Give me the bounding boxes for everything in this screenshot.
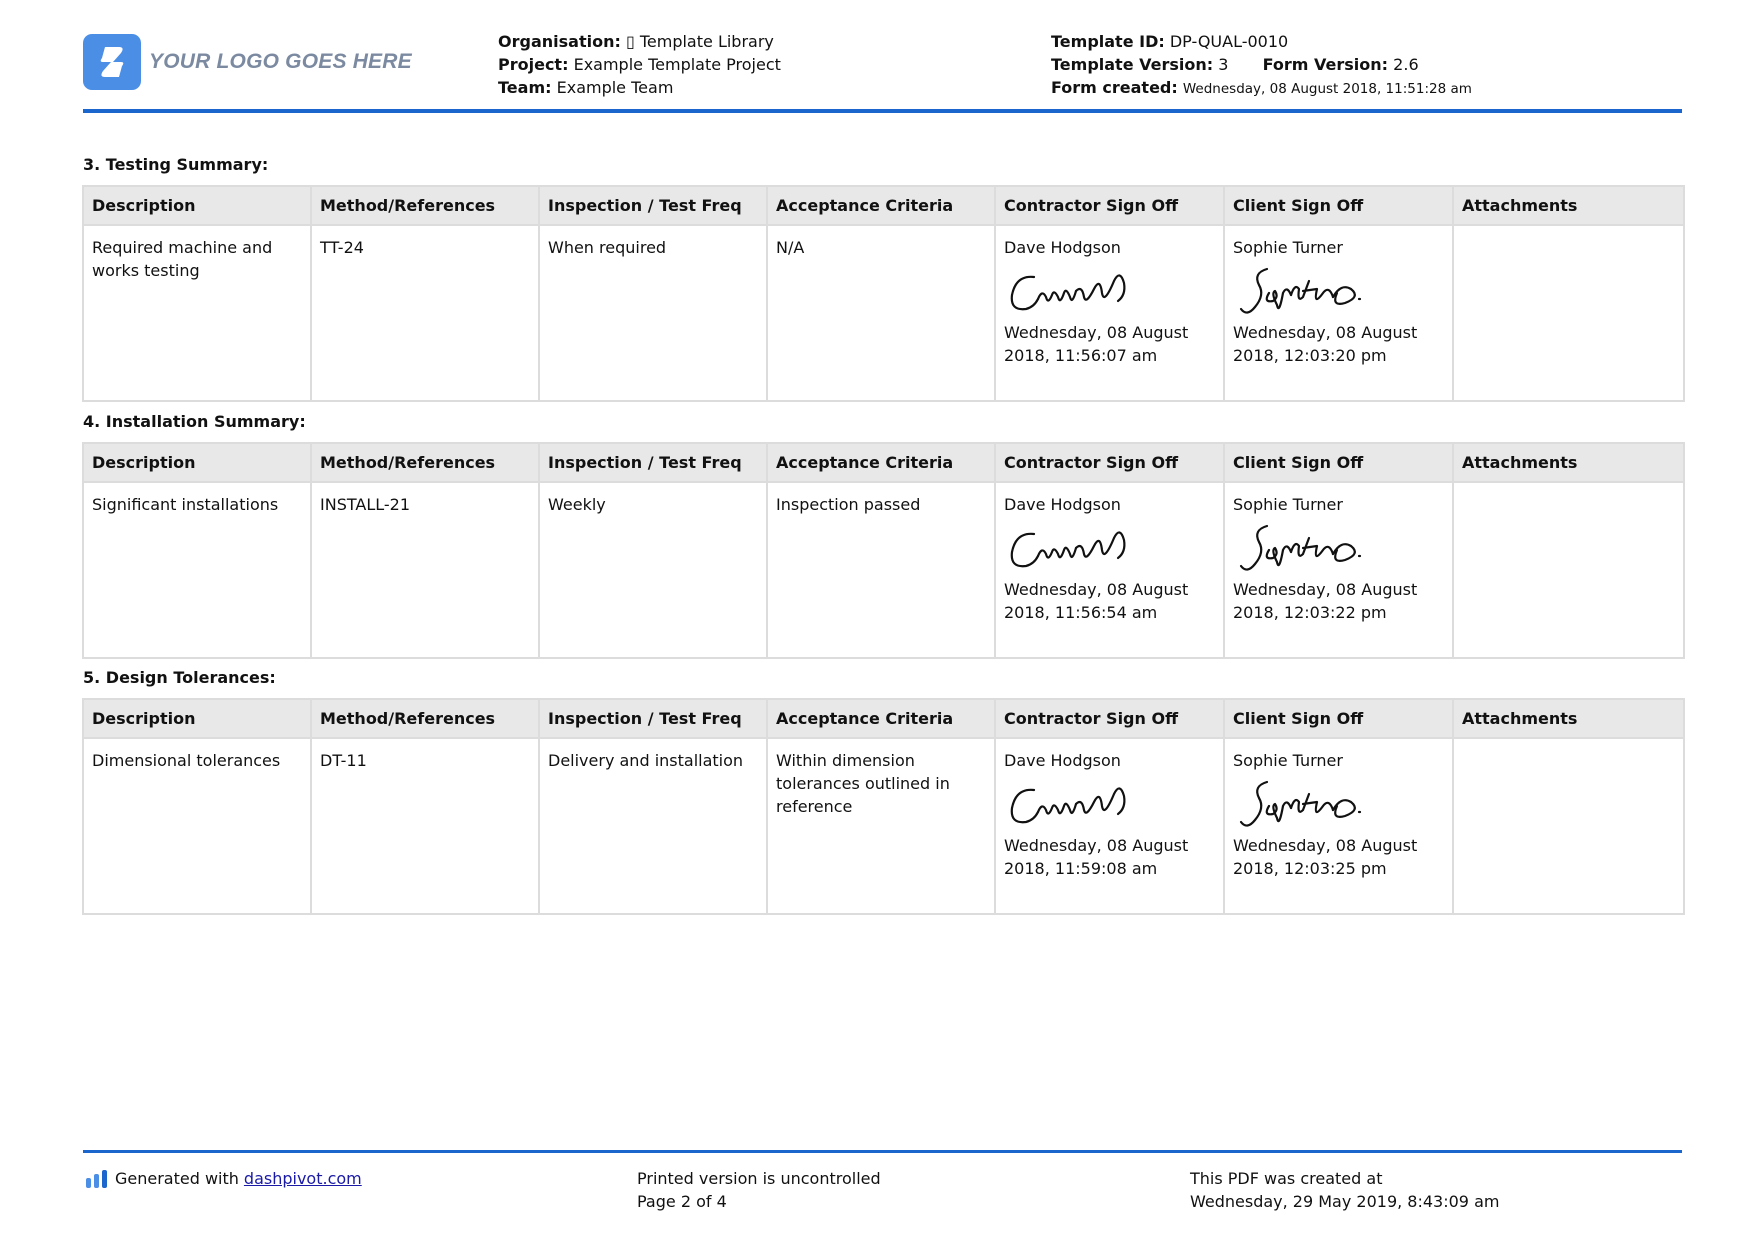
footer-divider (83, 1150, 1682, 1153)
client-date: Wednesday, 08 August 2018, 12:03:22 pm (1233, 580, 1418, 622)
meta-organisation-block (498, 30, 781, 99)
logo-mark-icon (83, 34, 141, 90)
dashpivot-bars-icon (85, 1169, 109, 1189)
testing-summary-table (82, 185, 1685, 402)
form-version-label: Form Version: (1262, 55, 1389, 74)
page-header (83, 30, 1682, 110)
template-id-value: DP-QUAL-0010 (1169, 32, 1289, 51)
cell-contractor-signoff (995, 225, 1224, 401)
column-header-client: Client Sign Off (1224, 186, 1453, 225)
template-id-label: Template ID: (1051, 32, 1165, 51)
cell-criteria: N/A (767, 225, 995, 401)
section-title: 5. Design Tolerances: (83, 668, 276, 687)
column-header-attachments: Attachments (1453, 443, 1684, 482)
form-version-value: 2.6 (1393, 55, 1419, 74)
column-header-method: Method/References (311, 443, 539, 482)
project-value: Example Template Project (573, 55, 781, 74)
client-signature-icon (1233, 776, 1373, 832)
table-header-row (83, 443, 1684, 482)
cell-frequency: Weekly (539, 482, 767, 658)
form-created-line (1051, 76, 1472, 101)
section-title: 3. Testing Summary: (83, 155, 269, 174)
contractor-date: Wednesday, 08 August 2018, 11:59:08 am (1004, 836, 1189, 878)
contractor-date: Wednesday, 08 August 2018, 11:56:07 am (1004, 323, 1189, 365)
column-header-attachments: Attachments (1453, 699, 1684, 738)
team-value: Example Team (556, 78, 674, 97)
installation-summary-table (82, 442, 1685, 659)
footer-uncontrolled (637, 1167, 881, 1213)
table-row (83, 482, 1684, 658)
design-tolerances-table (82, 698, 1685, 915)
cell-client-signoff (1224, 738, 1453, 914)
client-date: Wednesday, 08 August 2018, 12:03:20 pm (1233, 323, 1418, 365)
column-header-client: Client Sign Off (1224, 699, 1453, 738)
cell-frequency: Delivery and installation (539, 738, 767, 914)
template-version-value: 3 (1218, 55, 1229, 74)
meta-template-block (1051, 30, 1472, 101)
cell-method: DT-11 (311, 738, 539, 914)
cell-attachments (1453, 225, 1684, 401)
contractor-signature-icon (1004, 776, 1144, 832)
organisation-label: Organisation: (498, 32, 621, 51)
form-created-value: Wednesday, 08 August 2018, 11:51:28 am (1182, 81, 1472, 97)
cell-contractor-signoff (995, 738, 1224, 914)
client-name: Sophie Turner (1233, 238, 1343, 257)
dashpivot-link[interactable]: dashpivot.com (243, 1169, 362, 1188)
cell-frequency: When required (539, 225, 767, 401)
cell-client-signoff (1224, 482, 1453, 658)
company-logo (83, 34, 412, 90)
client-date: Wednesday, 08 August 2018, 12:03:25 pm (1233, 836, 1418, 878)
column-header-frequency: Inspection / Test Freq (539, 186, 767, 225)
logo-text: YOUR LOGO GOES HERE (149, 50, 412, 73)
contractor-signature-icon (1004, 263, 1144, 319)
pdf-created-value: Wednesday, 29 May 2019, 8:43:09 am (1190, 1192, 1500, 1211)
generated-prefix: Generated with (115, 1169, 239, 1188)
cell-description: Required machine and works testing (83, 225, 311, 401)
cell-contractor-signoff (995, 482, 1224, 658)
contractor-name: Dave Hodgson (1004, 238, 1121, 257)
client-name: Sophie Turner (1233, 751, 1343, 770)
column-header-contractor: Contractor Sign Off (995, 443, 1224, 482)
table-row (83, 738, 1684, 914)
uncontrolled-notice: Printed version is uncontrolled (637, 1169, 881, 1188)
client-name: Sophie Turner (1233, 495, 1343, 514)
contractor-name: Dave Hodgson (1004, 751, 1121, 770)
column-header-method: Method/References (311, 186, 539, 225)
contractor-signature-icon (1004, 520, 1144, 576)
contractor-name: Dave Hodgson (1004, 495, 1121, 514)
cell-criteria: Inspection passed (767, 482, 995, 658)
project-label: Project: (498, 55, 569, 74)
template-id-line (1051, 30, 1472, 53)
client-signature-icon (1233, 263, 1373, 319)
table-header-row (83, 186, 1684, 225)
project-line (498, 53, 781, 76)
column-header-description: Description (83, 186, 311, 225)
cell-description: Dimensional tolerances (83, 738, 311, 914)
template-version-label: Template Version: (1051, 55, 1214, 74)
column-header-client: Client Sign Off (1224, 443, 1453, 482)
column-header-frequency: Inspection / Test Freq (539, 443, 767, 482)
cell-attachments (1453, 482, 1684, 658)
column-header-criteria: Acceptance Criteria (767, 699, 995, 738)
cell-method: INSTALL-21 (311, 482, 539, 658)
form-created-label: Form created: (1051, 78, 1178, 97)
table-header-row (83, 699, 1684, 738)
table-row (83, 225, 1684, 401)
organisation-value: ▯ Template Library (625, 32, 774, 51)
contractor-date: Wednesday, 08 August 2018, 11:56:54 am (1004, 580, 1189, 622)
column-header-attachments: Attachments (1453, 186, 1684, 225)
team-line (498, 76, 781, 99)
team-label: Team: (498, 78, 552, 97)
column-header-criteria: Acceptance Criteria (767, 186, 995, 225)
column-header-contractor: Contractor Sign Off (995, 699, 1224, 738)
pdf-created-label: This PDF was created at (1190, 1169, 1383, 1188)
cell-method: TT-24 (311, 225, 539, 401)
column-header-method: Method/References (311, 699, 539, 738)
page-number: Page 2 of 4 (637, 1192, 727, 1211)
column-header-frequency: Inspection / Test Freq (539, 699, 767, 738)
section-title: 4. Installation Summary: (83, 412, 306, 431)
header-divider (83, 109, 1682, 113)
footer-generated (85, 1167, 362, 1190)
version-line (1051, 53, 1472, 76)
cell-description: Significant installations (83, 482, 311, 658)
client-signature-icon (1233, 520, 1373, 576)
organisation-line (498, 30, 781, 53)
column-header-description: Description (83, 699, 311, 738)
footer-pdf-created (1190, 1167, 1499, 1213)
column-header-criteria: Acceptance Criteria (767, 443, 995, 482)
cell-criteria: Within dimension tolerances outlined in reference (767, 738, 995, 914)
column-header-description: Description (83, 443, 311, 482)
column-header-contractor: Contractor Sign Off (995, 186, 1224, 225)
cell-client-signoff (1224, 225, 1453, 401)
cell-attachments (1453, 738, 1684, 914)
